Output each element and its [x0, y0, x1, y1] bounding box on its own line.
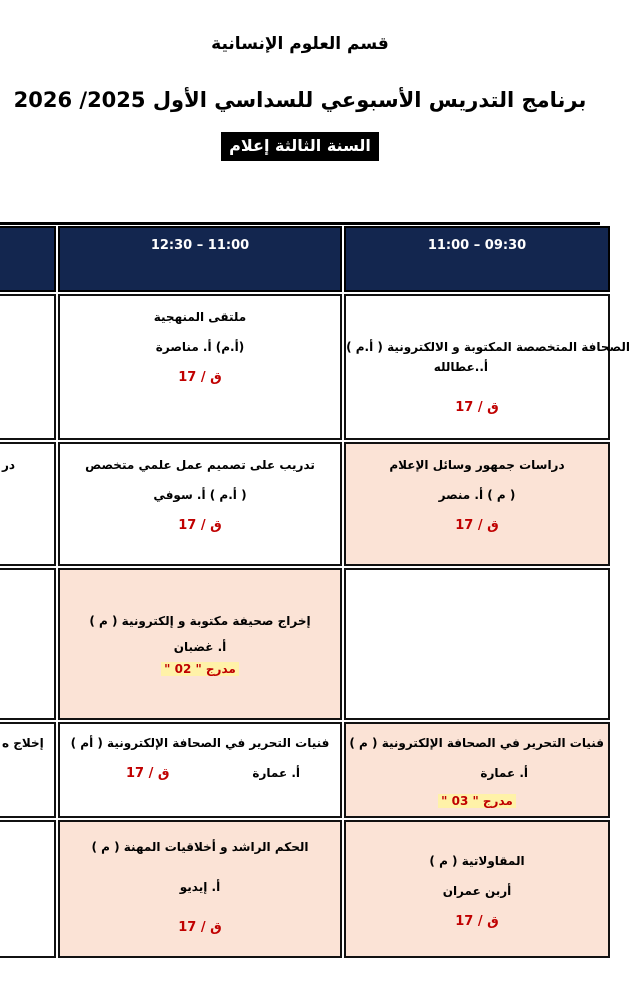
- course-name: الحكم الراشد و أخلاقيات المهنة ( م ): [91, 840, 309, 854]
- teacher-name: أ. إيديو: [179, 880, 221, 894]
- row4-cell-1100: [344, 722, 610, 818]
- row3-partial-cell: [0, 568, 56, 720]
- row4-partial-cell: [0, 722, 56, 818]
- course-name: فنيات التحرير في الصحافة الإلكترونية ( م ): [349, 736, 604, 750]
- row1-partial-cell: [0, 294, 56, 440]
- teacher-name: أ. عمارة: [480, 766, 528, 780]
- teacher-name: أ. عمارة: [252, 766, 300, 780]
- teacher-name: أ. غضبان: [173, 640, 227, 654]
- row1-cell-1100: [344, 294, 630, 440]
- course-name: ملتقى المنهجية: [153, 310, 247, 324]
- hall-label: مدرج " 02 ": [161, 662, 239, 676]
- department-title: قسم العلوم الإنسانية: [211, 34, 389, 54]
- row3-cell-1230: [58, 568, 342, 720]
- time-slot-1100: 11:00 – 09:30: [427, 238, 527, 253]
- row1-cell-1230: [58, 294, 342, 440]
- row2-partial-cell: [0, 442, 56, 566]
- room-label: ق / 17: [455, 400, 499, 415]
- partial-text: إخلاج ه: [2, 736, 44, 750]
- teacher-name: ( م ) أ. منصر: [438, 488, 516, 502]
- course-name: دراسات جمهور وسائل الإعلام: [389, 458, 565, 472]
- row5-cell-1230: [58, 820, 342, 958]
- table-top-rule: [0, 222, 600, 225]
- row4-cell-1230: [58, 722, 342, 818]
- course-name: الصحافة المتخصصة المكتوبة و الالكترونية ( أ.م ): [346, 340, 630, 354]
- hall-label: مدرج " 03 ": [438, 794, 516, 808]
- room-label: ق / 17: [126, 766, 170, 781]
- room-label: ق / 17: [178, 518, 222, 533]
- room-label: ق / 17: [178, 920, 222, 935]
- program-title: برنامج التدريس الأسبوعي للسداسي الأول 2025/ 2026: [13, 88, 587, 112]
- course-name: تدريب على تصميم عمل علمي متخصص: [85, 458, 315, 472]
- course-name: إخراج صحيفة مكتوبة و إلكترونية ( م ): [89, 614, 311, 628]
- teacher-name: أ..عطالله: [433, 360, 488, 374]
- year-label: السنة الثالثة إعلام: [221, 132, 379, 161]
- header-cell-partial: [0, 226, 56, 292]
- header-cell-1230: [58, 226, 342, 292]
- teacher-name: ( أ.م ) أ. سوفي: [153, 488, 247, 502]
- header-cell-1100: [344, 226, 610, 292]
- course-name: المقاولاتية ( م ): [429, 854, 525, 868]
- room-label: ق / 17: [455, 518, 499, 533]
- row3-cell-1100-empty: [344, 568, 610, 720]
- row2-cell-1100: [344, 442, 610, 566]
- time-slot-1230: 12:30 – 11:00: [150, 238, 250, 253]
- row2-cell-1230: [58, 442, 342, 566]
- teacher-name: أربن عمران: [442, 884, 512, 898]
- room-label: ق / 17: [178, 370, 222, 385]
- row5-cell-1100: [344, 820, 610, 958]
- row5-partial-cell: [0, 820, 56, 958]
- course-name: فنيات التحرير في الصحافة الإلكترونية ( أم ): [70, 736, 330, 750]
- teacher-name: (أ.م) أ. مناصرة: [155, 340, 245, 354]
- room-label: ق / 17: [455, 914, 499, 929]
- year-banner: [0, 132, 600, 161]
- partial-text: در: [2, 458, 16, 472]
